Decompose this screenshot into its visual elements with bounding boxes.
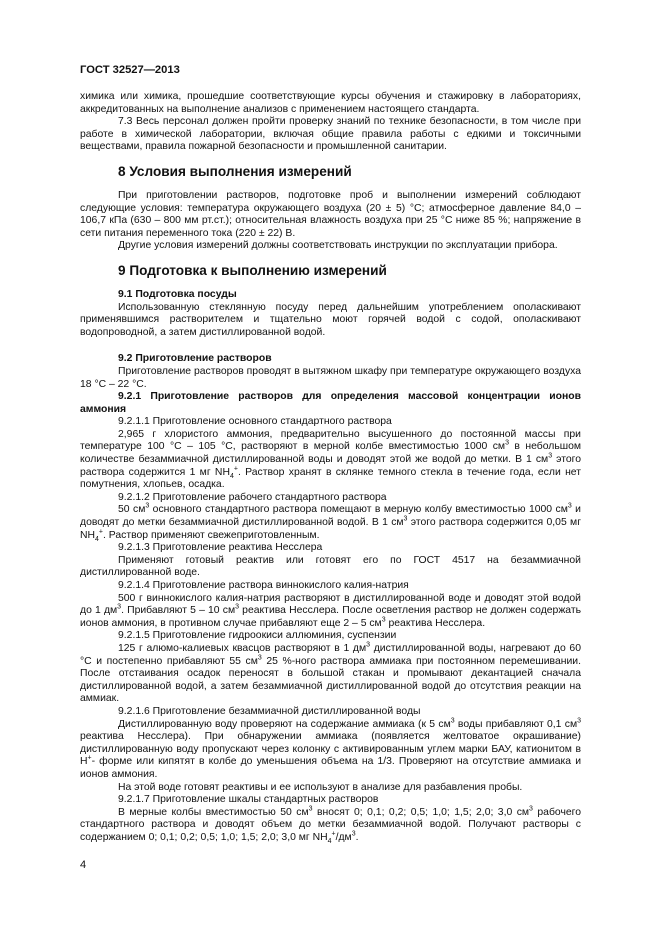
item-title: 9.2.1.7 Приготовление шкалы стандартных растворов [118, 794, 379, 806]
paragraph: В мерные колбы вместимостью 50 $см^3$ вносят 0; 0,1; 0,2; 0,5; 1,0; 1,5; 2,0; 3,0 $см^3$ рабочего стандартного раствора и доводят объем до метки безаммиачной водой. Получают растворы с содержанием 0; 0,1; 0,2; 0,5; 1,0; 1,5; 2,0; 3,0 мг $NH_4^+/дм^3$. [80, 805, 581, 845]
paragraph: 125 г алюмо-калиевых квасцов растворяют в 1 $дм^3$ дистиллированной воды, нагревают до 60 °С и постепенно прибавляют 55 $см^3$ 25 %-ного раствора аммиака при постоянном перемешивании. После отстаивания осадок переносят в большой стакан и промывают декантацией сначала дистиллированной водой, а затем безаммиачной дистиллированной водой до отсутствия реакции на аммиак. [80, 641, 581, 705]
section-heading: 9 Подготовка к выполнению измерений [118, 262, 387, 278]
paragraph: Приготовление растворов проводят в вытяжном шкафу при температуре окружающего воздуха 18 °С – 22 °С. [80, 365, 581, 390]
paragraph: химика или химика, прошедшие соответствующие курсы обучения и стажировку в лабораториях, аккредитованных на выполнение анализов с применением настоящего стандарта. [80, 91, 581, 115]
subsection-heading: 9.2.1 Приготовление растворов для определения массовой концентрации ионов аммония [80, 391, 581, 415]
paragraph: 7.3 Весь персонал должен пройти проверку знаний по технике безопасности, в том числе при работе в химической лаборатории, включая общие правила работы с едкими и токсичными веществами, правила пожарной безопасности и промышленной санитарии. [80, 116, 581, 153]
paragraph: На этой воде готовят реактивы и ее используют в анализе для разбавления пробы. [118, 781, 523, 793]
paragraph: 500 г виннокислого калия-натрия растворяют в дистиллированной воде и доводят этой водой до 1 $дм^3$. Прибавляют 5 – 10 $см^3$ реактива Несслера. После осветления раствор не должен содержать ионов аммония, в противном случае прибавляют еще 2 – 5 $см^3$ реактива Несслера. [80, 592, 581, 629]
item-title: 9.2.1.1 Приготовление основного стандартного раствора [118, 416, 392, 428]
paragraph: Дистиллированную воду проверяют на содержание аммиака (к 5 $см^3$ воды прибавляют 0,1 $см^3$ реактива Несслера). При обнаружении аммиака (появляется желтоватое окрашивание) дистиллированную воду пропускают через колонку с активированным углем марки БАУ, катионитом в Н+- форме или кипятят в колбе до уменьшения объема на 1/3. Проверяют на отсутствие аммиака и ионов аммония. [80, 717, 581, 780]
item-title: 9.2.1.4 Приготовление раствора виннокислого калия-натрия [118, 580, 409, 591]
item-title: 9.2.1.3 Приготовление реактива Несслера [118, 542, 323, 554]
page-number: 4 [80, 859, 87, 871]
paragraph: При приготовлении растворов, подготовке проб и выполнении измерений соблюдают следующие условия: температура окружающего воздуха (20 ± 5) °С; атмосферное давление 84,0 – 106,7 кПа (630 – 800 мм рт.ст.); относительная влажность воздуха при 25 °С ниже 85 %; напряжение в сети питания переменного тока (220 ± 22) В. [80, 189, 581, 239]
page-content [80, 91, 581, 844]
item-title: 9.2.1.2 Приготовление рабочего стандартного раствора [118, 491, 387, 503]
section-heading: 8 Условия выполнения измерений [118, 163, 352, 179]
document-header: ГОСТ 32527—2013 [80, 64, 180, 76]
subsection-heading: 9.2 Приготовление растворов [118, 353, 272, 365]
paragraph: Использованную стеклянную посуду перед дальнейшим употреблением ополаскивают применявшимся растворителем и тщательно моют горячей водой с содой, ополаскивают водопроводной, а затем дистиллированной водой. [80, 301, 581, 338]
item-title: 9.2.1.5 Приготовление гидроокиси аллюминия, суспензии [118, 630, 397, 642]
paragraph: 50 $см^3$ основного стандартного раствора помещают в мерную колбу вместимостью 1000 $см^3$ и доводят до метки безаммиачной дистиллированной водой. В 1 $см^3$ этого раствора содержится 0,05 мг $NH_4^+$. Раствор применяют свежеприготовленным. [80, 502, 581, 543]
paragraph: Применяют готовый реактив или готовят его по ГОСТ 4517 на безаммиачной дистиллированной воде. [80, 554, 581, 579]
subsection-heading: 9.1 Подготовка посуды [118, 288, 237, 300]
item-title: 9.2.1.6 Приготовление безаммиачной дистиллированной воды [118, 705, 421, 717]
paragraph: Другие условия измерений должны соответствовать инструкции по эксплуатации прибора. [118, 240, 558, 252]
paragraph: 2,965 г хлористого аммония, предварительно высушенного до постоянной массы при температуре 100 °С – 105 °С, растворяют в мерной колбе вместимостью 1000 $см^3$ в небольшом количестве безаммиачной дистиллированной воды и доводят этой же водой до метки. В 1 $см^3$ этого раствора содержится 1 мг $NH_4^+$. Раствор хранят в склянке темного стекла в течение года, если нет помутнения, хлопьев, осадка. [80, 428, 581, 491]
